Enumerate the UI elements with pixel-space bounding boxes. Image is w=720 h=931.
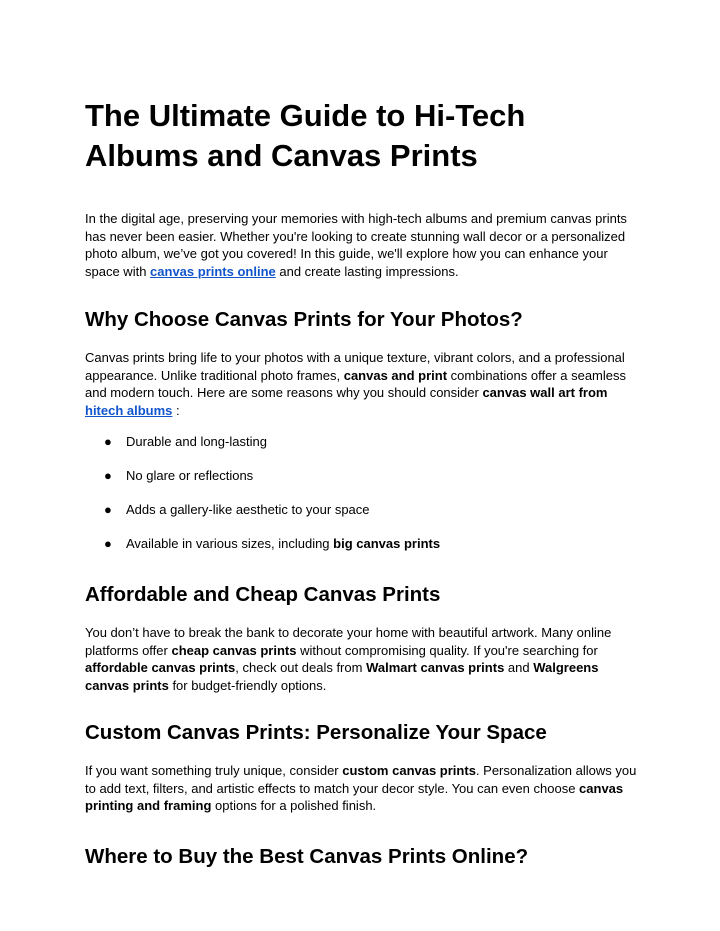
bullet-icon: ● [104, 502, 112, 517]
section1-heading: Why Choose Canvas Prints for Your Photos? [85, 308, 523, 331]
section2-heading: Affordable and Cheap Canvas Prints [85, 583, 441, 606]
intro-paragraph [85, 210, 637, 280]
list-item-text: Adds a gallery-like aesthetic to your space [126, 502, 370, 517]
list-item [85, 433, 637, 450]
section2-text-3: , check out deals from [235, 660, 367, 675]
list-item-text: Available in various sizes, including [126, 536, 334, 551]
bullet-icon: ● [104, 434, 112, 449]
page-title-line1: The Ultimate Guide to Hi-Tech [85, 98, 526, 133]
bullet-icon: ● [104, 468, 112, 483]
section3-paragraph [85, 762, 637, 815]
section2-text-2: without compromising quality. If you're searching for [296, 642, 598, 658]
list-item-text: No glare or reflections [126, 468, 254, 483]
section3-text-2: . Personalization allows you to add text, filters, and artistic effects to match your decor style. You can even choose [85, 763, 637, 796]
intro-text-before: In the digital age, preserving your memories with high-tech albums and premium canvas prints has never been easier. Whether you're looking to create stunning wall decor or a personalized photo album, we’ve got you covered! In this guide, we'll explore how you can enhance your space with [85, 211, 627, 279]
section2-bold-1: cheap canvas prints [171, 642, 297, 658]
section2-bold-4: Walgreens canvas prints [85, 660, 599, 693]
section4-heading: Where to Buy the Best Canvas Prints Online? [85, 844, 529, 868]
section2-text-1: You don’t have to break the bank to decorate your home with beautiful artwork. Many online platforms offer [85, 625, 612, 658]
section1-paragraph [85, 349, 637, 419]
section1-text-2: combinations offer a seamless and modern touch. Here are some reasons why you should consider [85, 367, 626, 400]
list-item [85, 501, 637, 518]
reasons-list [85, 433, 637, 552]
section3-bold-2: canvas printing and framing [85, 780, 624, 813]
bullet-icon: ● [104, 536, 112, 551]
section1-bold-1: canvas and print [343, 367, 448, 383]
section3-text-3: options for a polished finish. [211, 798, 377, 813]
list-item [85, 535, 637, 552]
page-title-line2: Albums and Canvas Prints [85, 138, 478, 173]
section1-bold-2: canvas wall art from [482, 385, 608, 400]
section2-text-4: and [504, 660, 534, 675]
intro-text-after: and create lasting impressions. [275, 263, 459, 279]
document-content [85, 96, 637, 870]
page-title [85, 96, 637, 176]
section2-bold-2: affordable canvas prints [85, 660, 236, 675]
section3-bold-1: custom canvas prints [342, 763, 476, 778]
section3-text-1: If you want something truly unique, consider [85, 763, 343, 778]
section1-text-1: Canvas prints bring life to your photos with a unique texture, vibrant colors, and a professional appearance. Unlike traditional photo frames, [85, 350, 625, 383]
list-item-text: Durable and long-lasting [126, 434, 267, 449]
list-item-bold: big canvas prints [333, 536, 441, 551]
section3-heading: Custom Canvas Prints: Personalize Your Space [85, 721, 547, 744]
canvas-prints-online-link[interactable]: canvas prints online [150, 263, 276, 279]
list-item [85, 467, 637, 484]
section2-text-5: for budget-friendly options. [168, 677, 327, 693]
hitech-albums-link[interactable]: hitech albums [85, 402, 173, 418]
section1-text-3: : [172, 402, 180, 418]
section2-paragraph [85, 624, 637, 694]
section2-bold-3: Walmart canvas prints [366, 660, 505, 675]
